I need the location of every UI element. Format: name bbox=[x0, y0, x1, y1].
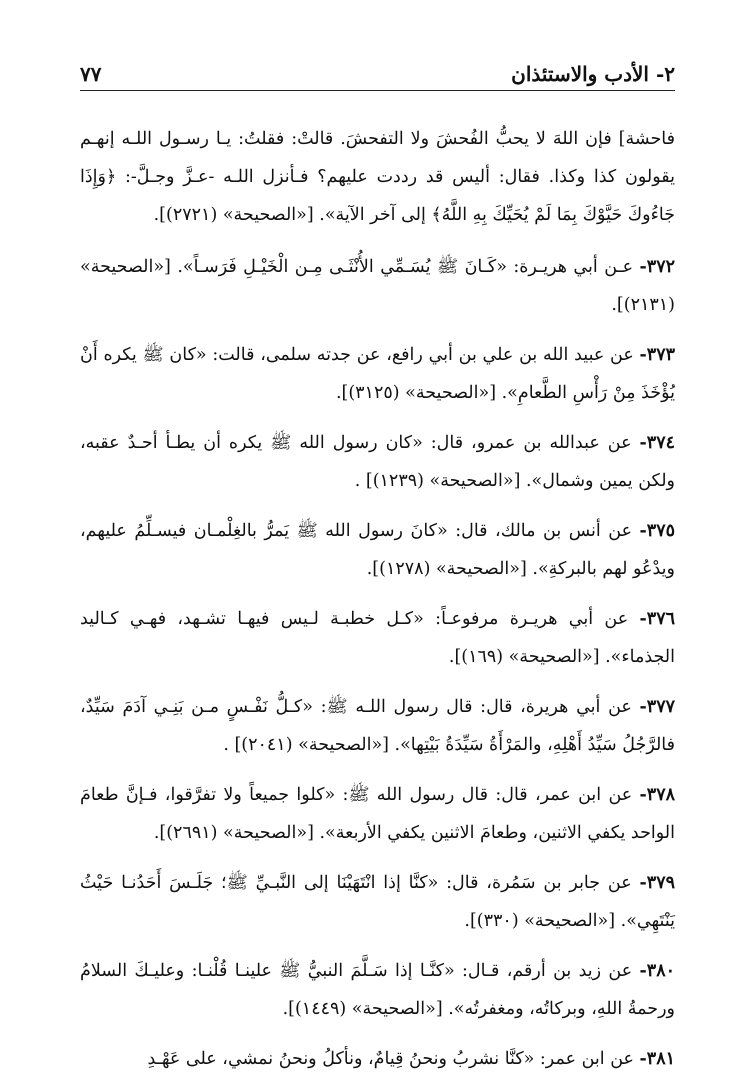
paragraph-text: عن ابن عمر، قال: قال رسول الله ﷺ: «كلوا جميعاً ولا تفرَّقوا، فـإنَّ طعامَ الواحد يكفي الاثنين، وطعامَ الاثنين يكفي الأربعة». [«الصحيحة» (٢٦٩١)]. bbox=[80, 785, 675, 843]
paragraph-text: عن عبيد الله بن علي بن أبي رافع، عن جدته سلمى، قالت: «كان ﷺ يكره أَنْ يُؤْخَذَ مِنْ رَأْسِ الطَّعامِ». [«الصحيحة» (٣١٢٥)]. bbox=[80, 345, 675, 403]
hadith-379 bbox=[80, 864, 675, 940]
hadith-number: ٣٧٢- bbox=[639, 257, 675, 277]
paragraph-text: عن جابر بن سَمُرة، قال: «كنَّا إذا انْتَهَيْنَا إلى النَّبـيِّ ﷺ؛ جَلَـسَ أَحَدُنـا حَيْثُ يَنْتَهِي». [«الصحيحة» (٣٣٠)]. bbox=[80, 873, 675, 931]
paragraph-text: عن أبي هريرة، قال: قال رسول اللـه ﷺ: «كـلُّ نَفْـسٍ مـن بَنِـي آدَمَ سَيِّدٌ، فالرَّجُلُ سَيِّدُ أَهْلِهِ، والمَرْأَةُ سَيِّدَةُ بَيْتِها». [«الصحيحة» (٢٠٤١)] . bbox=[80, 697, 675, 755]
page-header bbox=[80, 52, 675, 91]
hadith-number: ٣٧٤- bbox=[639, 433, 675, 453]
hadith-378 bbox=[80, 776, 675, 852]
hadith-number: ٣٧٣- bbox=[639, 345, 675, 365]
paragraph-text: عن عبدالله بن عمرو، قال: «كان رسول الله ﷺ يكره أن يطـأ أحـدٌ عقبه، ولكن يمين وشمال». [«الصحيحة» (١٢٣٩)] . bbox=[80, 433, 675, 491]
hadith-376 bbox=[80, 600, 675, 676]
paragraph-text: عن أبي هريـرة مرفوعـاً: «كـل خطبـة لـيس فيهـا تشـهد، فهـي كـاليد الجذماء». [«الصحيحة» (١٦٩)]. bbox=[80, 609, 675, 667]
hadith-380 bbox=[80, 952, 675, 1028]
hadith-372 bbox=[80, 248, 675, 324]
page-body bbox=[80, 120, 675, 1090]
chapter-title: ٢- الأدب والاستئذان bbox=[511, 62, 675, 86]
paragraph-text: عن أنس بن مالك، قال: «كانَ رسول الله ﷺ يَمرُّ بالغِلْمـان فيسـلِّمُ عليهم، ويدْعُو لهم بالبركةِ». [«الصحيحة» (١٢٧٨)]. bbox=[80, 521, 675, 579]
paragraph-text: عـن أبي هريـرة: «كَـانَ ﷺ يُسَـمِّي الأُنْثَـى مِـن الْخَيْـلِ فَرَسـاً». [«الصحيحة» (٢١٣١)]. bbox=[80, 257, 675, 315]
hadith-number: ٣٨٠- bbox=[639, 961, 675, 981]
hadith-377 bbox=[80, 688, 675, 764]
hadith-374 bbox=[80, 424, 675, 500]
hadith-373 bbox=[80, 336, 675, 412]
hadith-381 bbox=[80, 1040, 675, 1078]
hadith-number: ٣٧٧- bbox=[639, 697, 675, 717]
paragraph-text: فاحشة] فإن اللهَ لا يحبُّ الفُحشَ ولا التفحشَ. قالتْ: فقلتُ: يـا رسـول اللـه إنهـم يقولون كذا وكذا. فقال: أليس قد رددت عليهم؟ فـأنزل اللـه -عـزَّ وجـلَّ-: ﴿وَإِذَا جَاءُوكَ حَيَّوْكَ بِمَا لَمْ يُحَيِّكَ بِهِ اللَّهُ﴾ إلى آخر الآية». [«الصحيحة» (٢٧٢١)]. bbox=[80, 129, 675, 225]
paragraph-text: عن ابن عمر: «كنَّا نشربُ ونحنُ قِيامٌ، ونأكلُ ونحنُ نمشي، على عَهْـدِ bbox=[147, 1049, 640, 1069]
hadith-number: ٣٨١- bbox=[639, 1049, 675, 1069]
hadith-number: ٣٧٥- bbox=[639, 521, 675, 541]
paragraph-continuation bbox=[80, 120, 675, 234]
page-number: ٧٧ bbox=[80, 62, 102, 86]
hadith-number: ٣٧٩- bbox=[639, 873, 675, 893]
hadith-number: ٣٧٦- bbox=[639, 609, 675, 629]
hadith-number: ٣٧٨- bbox=[639, 785, 675, 805]
paragraph-text: عن زيد بن أرقم، قـال: «كنَّـا إذا سَـلَّمَ النبيُّ ﷺ علينـا قُلْنـا: وعليـكَ السلامُ ورحمةُ اللهِ، وبركاتُه، ومغفرتُه». [«الصحيحة» (١٤٤٩)]. bbox=[80, 961, 675, 1019]
hadith-375 bbox=[80, 512, 675, 588]
